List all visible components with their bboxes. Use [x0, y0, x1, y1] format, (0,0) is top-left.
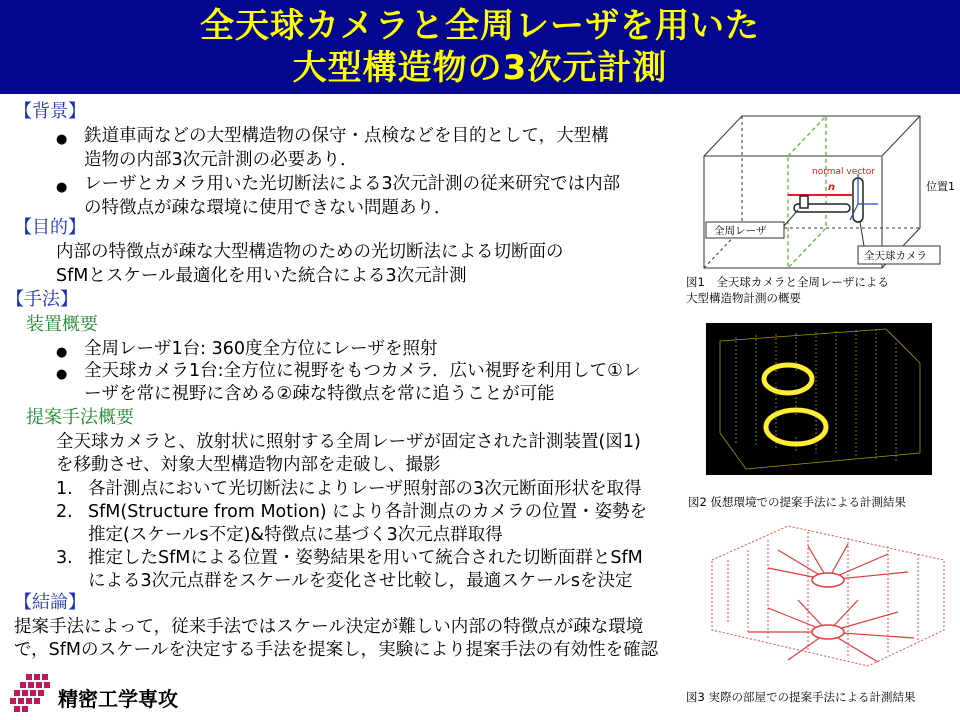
figure-1-schematic: [700, 108, 955, 273]
background-bullet-1-line-2: 造物の内部3次元計測の必要あり．: [84, 150, 358, 170]
purpose-line-2: SfMとスケール最適化を用いた統合による3次元計測: [56, 266, 467, 286]
purpose-line-1: 内部の特徴点が疎な大型構造物のための光切断法による切断面の: [56, 242, 564, 262]
method-heading: 【手法】: [6, 289, 78, 310]
step-3-number: 3.: [56, 548, 73, 568]
step-3-line-1: 推定したSfMによる位置・姿勢結果を用いて統合された切断面群とSfM: [88, 548, 643, 568]
position-1-label: 位置1: [926, 180, 955, 193]
step-2-line-2: 推定(スケールs不定)&特徴点に基づく3次元点群取得: [88, 525, 503, 545]
device-heading: 装置概要: [26, 314, 98, 335]
title-line-1: 全天球カメラと全周レーザを用いた: [200, 6, 760, 46]
bullet-icon: ●: [56, 180, 68, 195]
background-bullet-1-line-1: 鉄道車両などの大型構造物の保守・点検などを目的として，大型構: [84, 126, 609, 146]
background-bullet-2-line-2: の特徴点が疎な環境に使用できない問題あり．: [84, 198, 452, 218]
bullet-icon: ●: [56, 345, 68, 360]
step-1-text: 各計測点において光切断法によりレーザ照射部の3次元断面形状を取得: [88, 479, 642, 499]
camera-label: 全天球カメラ: [864, 250, 927, 262]
bullet-icon: ●: [56, 132, 68, 147]
purpose-heading: 【目的】: [14, 217, 86, 238]
step-2-line-1: SfM(Structure from Motion) により各計測点のカメラの位置・姿勢を: [88, 502, 648, 522]
normal-vector-label: normal vector: [812, 167, 875, 177]
background-heading: 【背景】: [14, 101, 86, 122]
department-logo-icon: [8, 672, 54, 714]
step-2-number: 2.: [56, 502, 73, 522]
proposal-heading: 提案手法概要: [26, 407, 134, 428]
title-banner: [0, 0, 960, 94]
laser-label: 全周レーザ: [714, 225, 767, 237]
conclusion-heading: 【結論】: [14, 592, 86, 613]
proposal-line-2: を移動させ、対象大型構造物内部を走破し、撮影: [56, 455, 441, 475]
device-bullet-2-line-2: ーザを常に視野に含める②疎な特徴点を常に追うことが可能: [84, 384, 555, 404]
figure-2-virtual-result: [706, 323, 932, 475]
figure-3-caption: 図3 実際の部屋での提案手法による計測結果: [686, 690, 916, 704]
normal-n-label: n: [828, 182, 836, 193]
background-bullet-2-line-1: レーザとカメラ用いた光切断法による3次元計測の従来研究では内部: [84, 174, 621, 194]
device-bullet-2-line-1: 全天球カメラ1台:全方位に視野をもつカメラ．広い視野を利用して①レ: [84, 361, 641, 381]
figure-3-room-result: [708, 520, 948, 670]
title-line-2: 大型構造物の3次元計測: [292, 48, 668, 88]
department-name: 精密工学専攻: [58, 687, 178, 711]
device-bullet-1: 全周レーザ1台: 360度全方位にレーザを照射: [84, 339, 438, 359]
figure-2-caption: 図2 仮想環境での提案手法による計測結果: [688, 495, 906, 509]
conclusion-line-2: で，SfMのスケールを決定する手法を提案し，実験により提案手法の有効性を確認: [14, 640, 659, 660]
step-3-line-2: による3次元点群をスケールを変化させ比較し，最適スケールsを決定: [88, 571, 633, 591]
figure-1-caption-line-1: 図1 全天球カメラと全周レーザによる: [686, 275, 889, 289]
step-1-number: 1.: [56, 479, 73, 499]
bullet-icon: ●: [56, 367, 68, 382]
proposal-line-1: 全天球カメラと、放射状に照射する全周レーザが固定された計測装置(図1): [56, 432, 641, 452]
conclusion-line-1: 提案手法によって，従来手法ではスケール決定が難しい内部の特徴点が疎な環境: [14, 617, 644, 637]
figure-1-caption-line-2: 大型構造物計測の概要: [686, 291, 801, 305]
